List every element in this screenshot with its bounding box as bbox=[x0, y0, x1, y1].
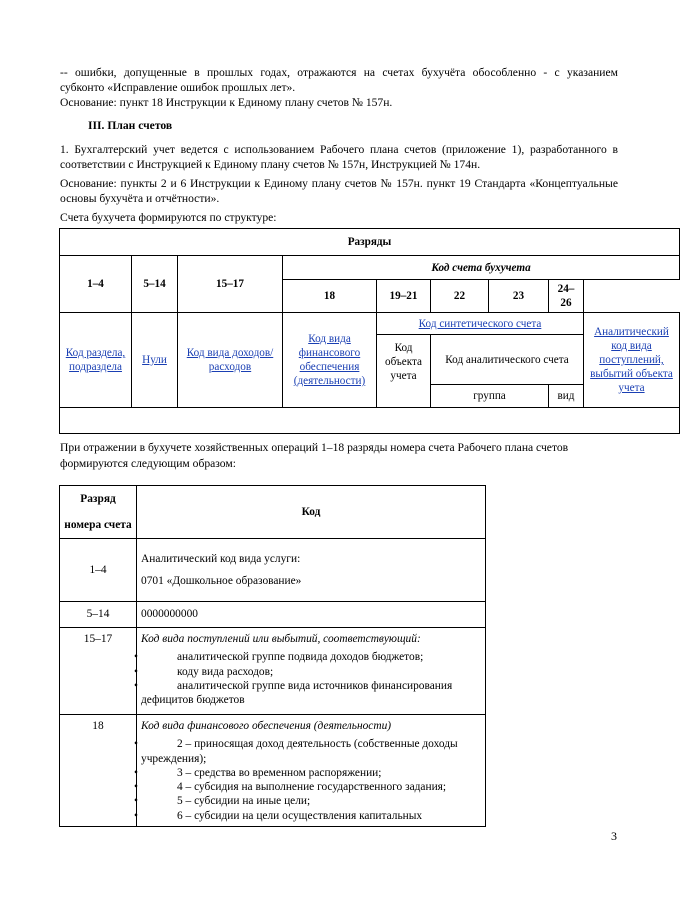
col-22: 22 bbox=[431, 280, 489, 313]
account-code-header: Код счета бухучета bbox=[283, 256, 680, 280]
row-text: Аналитический код вида услуги: bbox=[141, 553, 301, 566]
kind-label: вид bbox=[549, 385, 584, 408]
bullet-icon: • bbox=[134, 766, 138, 779]
intro-line-2: субконто «Исправление ошибок прошлых лет». bbox=[60, 81, 296, 94]
empty-row bbox=[60, 408, 680, 434]
digits-table bbox=[59, 485, 486, 827]
paragraph-1-line-2: соответствии с Инструкцией к Единому плану счетов № 157н, Инструкцией № 174н. bbox=[60, 158, 481, 171]
list-item: • аналитической группе подвида доходов бюджетов; bbox=[134, 651, 424, 664]
paragraph-2-line-2: основы бухучёта и отчётности». bbox=[60, 192, 220, 205]
col-19-21: 19–21 bbox=[377, 280, 431, 313]
paragraph-2-line-1: Основание: пункты 2 и 6 Инструкции к Единому плану счетов № 157н. пункт 19 Стандарта «Концептуальные bbox=[60, 177, 618, 190]
finance-type-code-link[interactable]: Код вида финансового обеспечения (деятельности) bbox=[293, 333, 366, 387]
row-digit: 1–4 bbox=[60, 539, 137, 602]
list-item: • 3 – средства во временном распоряжении; bbox=[134, 766, 382, 779]
bullet-icon: • bbox=[134, 795, 138, 808]
paragraph-1-line-1: 1. Бухгалтерский учет ведется с использованием Рабочего плана счетов (приложение 1), разработанного в bbox=[60, 143, 618, 156]
bullet-icon: • bbox=[134, 665, 138, 678]
analytic-code: Код аналитического счета bbox=[431, 335, 584, 385]
bullet-icon: • bbox=[134, 809, 138, 822]
paragraph-3: Счета бухучета формируются по структуре: bbox=[60, 211, 277, 224]
col-5-14: 5–14 bbox=[132, 256, 178, 313]
paragraph-4-line-2: формируются следующим образом: bbox=[60, 457, 236, 470]
list-item: • аналитической группе вида источников финансирования дефицитов бюджетов bbox=[134, 679, 453, 706]
list-item: • 2 – приносящая доход деятельность (собственные доходы учреждения); bbox=[134, 738, 458, 765]
section-code-link[interactable]: Код раздела, подраздела bbox=[65, 347, 126, 373]
col-15-17: 15–17 bbox=[178, 256, 283, 313]
bullet-list bbox=[134, 650, 481, 707]
income-type-code-link[interactable]: Код вида доходов/расходов bbox=[186, 347, 274, 373]
row-digit: 15–17 bbox=[60, 628, 137, 715]
header-digit: Разряд bbox=[80, 493, 116, 506]
page-number: 3 bbox=[611, 829, 617, 843]
paragraph-4-line-1: При отражении в бухучете хозяйственных операций 1–18 разряды номера счета Рабочего плана счетов bbox=[60, 441, 569, 454]
list-item: • коду вида расходов; bbox=[134, 665, 274, 678]
intro-line-1: -- ошибки, допущенные в прошлых годах, отражаются на счетах бухучёта обособленно - с указанием bbox=[60, 66, 618, 79]
row-digit: 18 bbox=[60, 715, 137, 827]
table-row bbox=[60, 539, 486, 602]
bullet-icon: • bbox=[134, 738, 138, 751]
row-title: Код вида финансового обеспечения (деятельности) bbox=[141, 720, 392, 732]
table-row bbox=[60, 715, 486, 827]
group-label: группа bbox=[431, 385, 549, 408]
list-item: • 5 – субсидии на иные цели; bbox=[134, 795, 311, 808]
account-structure-table bbox=[59, 228, 680, 434]
header-code: Код bbox=[137, 486, 486, 539]
analytic-receipts-code-link[interactable]: Аналитический код вида поступлений, выбытий объекта учета bbox=[590, 326, 673, 394]
zeros-link[interactable]: Нули bbox=[142, 354, 167, 366]
header-account-number: номера счета bbox=[64, 518, 132, 531]
col-1-4: 1–4 bbox=[60, 256, 132, 313]
intro-basis: Основание: пункт 18 Инструкции к Единому плану счетов № 157н. bbox=[60, 96, 393, 109]
list-item: • 4 – субсидия на выполнение государственного задания; bbox=[134, 781, 447, 793]
digits-header: Разряды bbox=[60, 229, 680, 256]
table-row bbox=[60, 628, 486, 715]
bullet-icon: • bbox=[134, 651, 138, 664]
col-18: 18 bbox=[283, 280, 377, 313]
row-title: Код вида поступлений или выбытий, соответствующий: bbox=[141, 633, 421, 645]
synthetic-code-link[interactable]: Код синтетического счета bbox=[418, 317, 542, 330]
bullet-icon: • bbox=[134, 679, 138, 692]
row-text: 0701 «Дошкольное образование» bbox=[141, 574, 302, 587]
bullet-icon: • bbox=[134, 781, 138, 793]
object-code: Код объекта учета bbox=[377, 335, 431, 408]
section-heading: III. План счетов bbox=[88, 119, 173, 132]
row-digit: 5–14 bbox=[60, 602, 137, 628]
row-value: 0000000000 bbox=[137, 602, 486, 628]
list-item: • 6 – субсидии на цели осуществления капитальных bbox=[134, 809, 423, 822]
col-24-26: 24–26 bbox=[549, 280, 584, 313]
bullet-list bbox=[134, 737, 481, 823]
col-23: 23 bbox=[489, 280, 549, 313]
table-row bbox=[60, 602, 486, 628]
